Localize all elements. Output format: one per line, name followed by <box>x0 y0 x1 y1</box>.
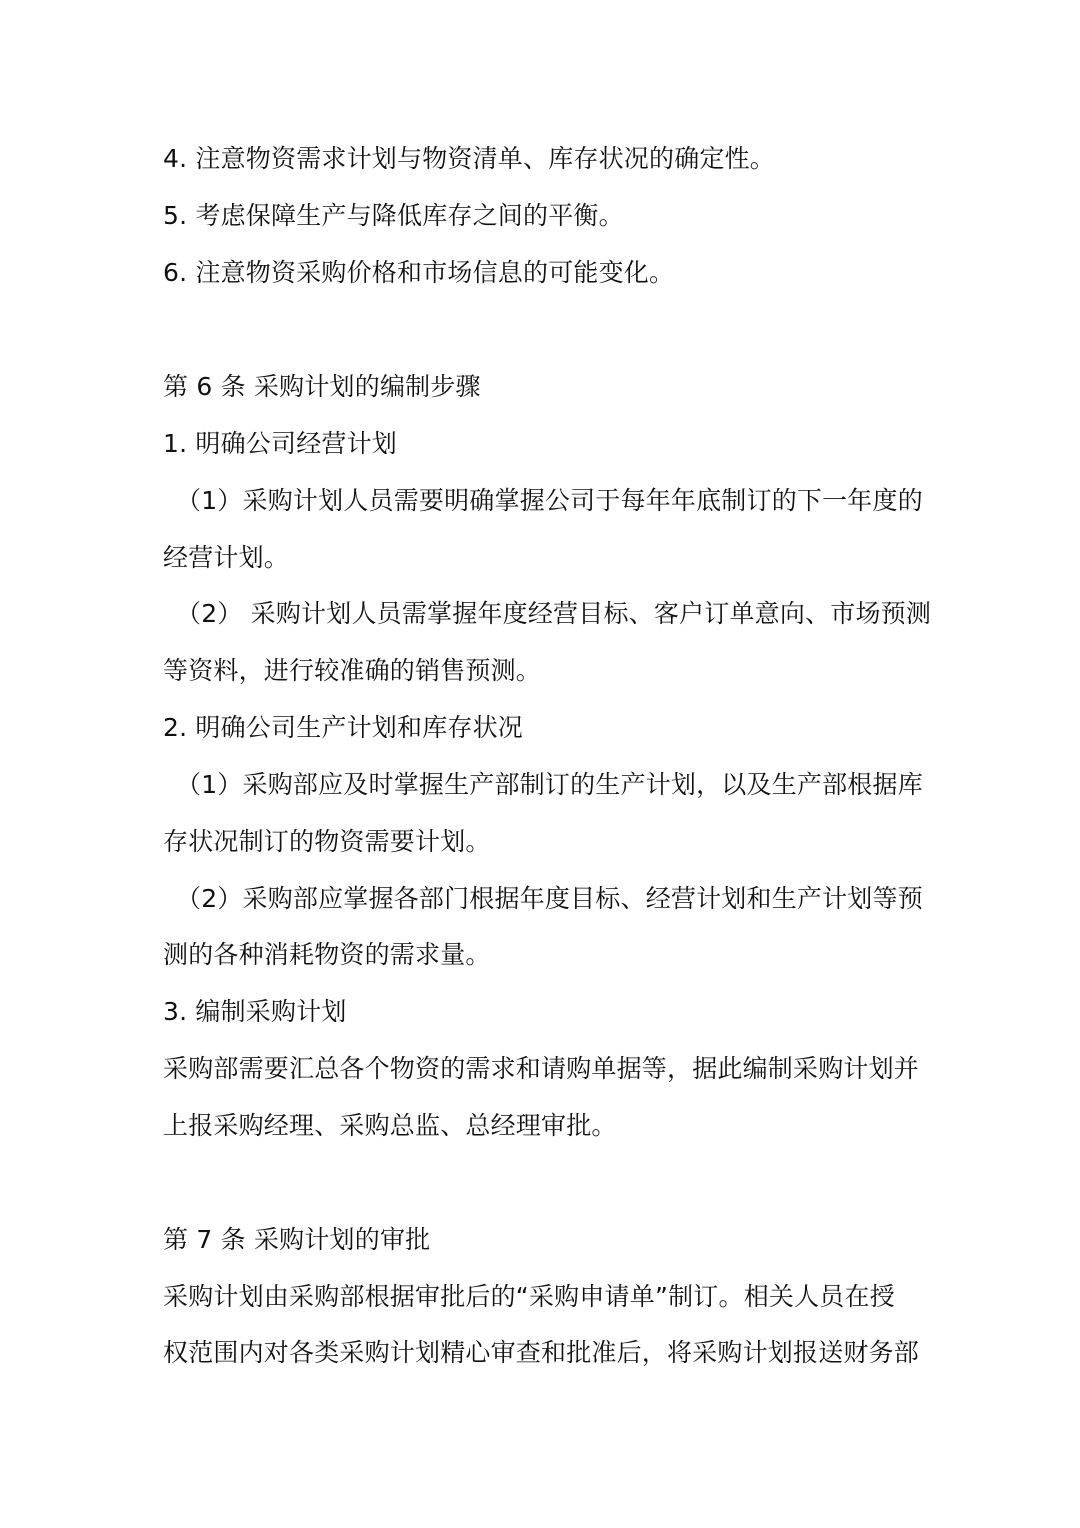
list-item-4: 4. 注意物资需求计划与物资清单、库存状况的确定性。 <box>163 144 776 173</box>
step-heading-1: 1. 明确公司经营计划 <box>163 429 398 458</box>
paragraph-3-line-2: 上报采购经理、采购总监、总经理审批。 <box>163 1111 617 1140</box>
section-heading-article-7: 第 7 条 采购计划的审批 <box>163 1225 431 1254</box>
paragraph-1-1-line-1: （1）采购计划人员需要明确掌握公司于每年年底制订的下一年度的 <box>176 486 923 515</box>
list-item-6: 6. 注意物资采购价格和市场信息的可能变化。 <box>163 258 675 287</box>
paragraph-2-1-line-1: （1）采购部应及时掌握生产部制订的生产计划，以及生产部根据库 <box>176 770 923 799</box>
paragraph-2-1-line-2: 存状况制订的物资需要计划。 <box>163 827 491 856</box>
paragraph-3-line-1: 采购部需要汇总各个物资的需求和请购单据等，据此编制采购计划并 <box>163 1054 920 1083</box>
section-heading-article-6: 第 6 条 采购计划的编制步骤 <box>163 372 481 401</box>
paragraph-2-2-line-1: （2）采购部应掌握各部门根据年度目标、经营计划和生产计划等预 <box>176 884 923 913</box>
paragraph-7-line-2: 权范围内对各类采购计划精心审查和批准后，将采购计划报送财务部 <box>163 1338 920 1367</box>
step-heading-2: 2. 明确公司生产计划和库存状况 <box>163 713 524 742</box>
paragraph-7-line-1: 采购计划由采购部根据审批后的“采购申请单”制订。相关人员在授 <box>163 1282 895 1311</box>
paragraph-1-2-line-2: 等资料，进行较准确的销售预测。 <box>163 656 542 685</box>
paragraph-1-1-line-2: 经营计划。 <box>163 543 290 572</box>
paragraph-1-2-line-1: （2） 采购计划人员需掌握年度经营目标、客户订单意向、市场预测 <box>176 599 932 628</box>
step-heading-3: 3. 编制采购计划 <box>163 997 347 1026</box>
list-item-5: 5. 考虑保障生产与降低库存之间的平衡。 <box>163 201 624 230</box>
paragraph-2-2-line-2: 测的各种消耗物资的需求量。 <box>163 940 491 969</box>
